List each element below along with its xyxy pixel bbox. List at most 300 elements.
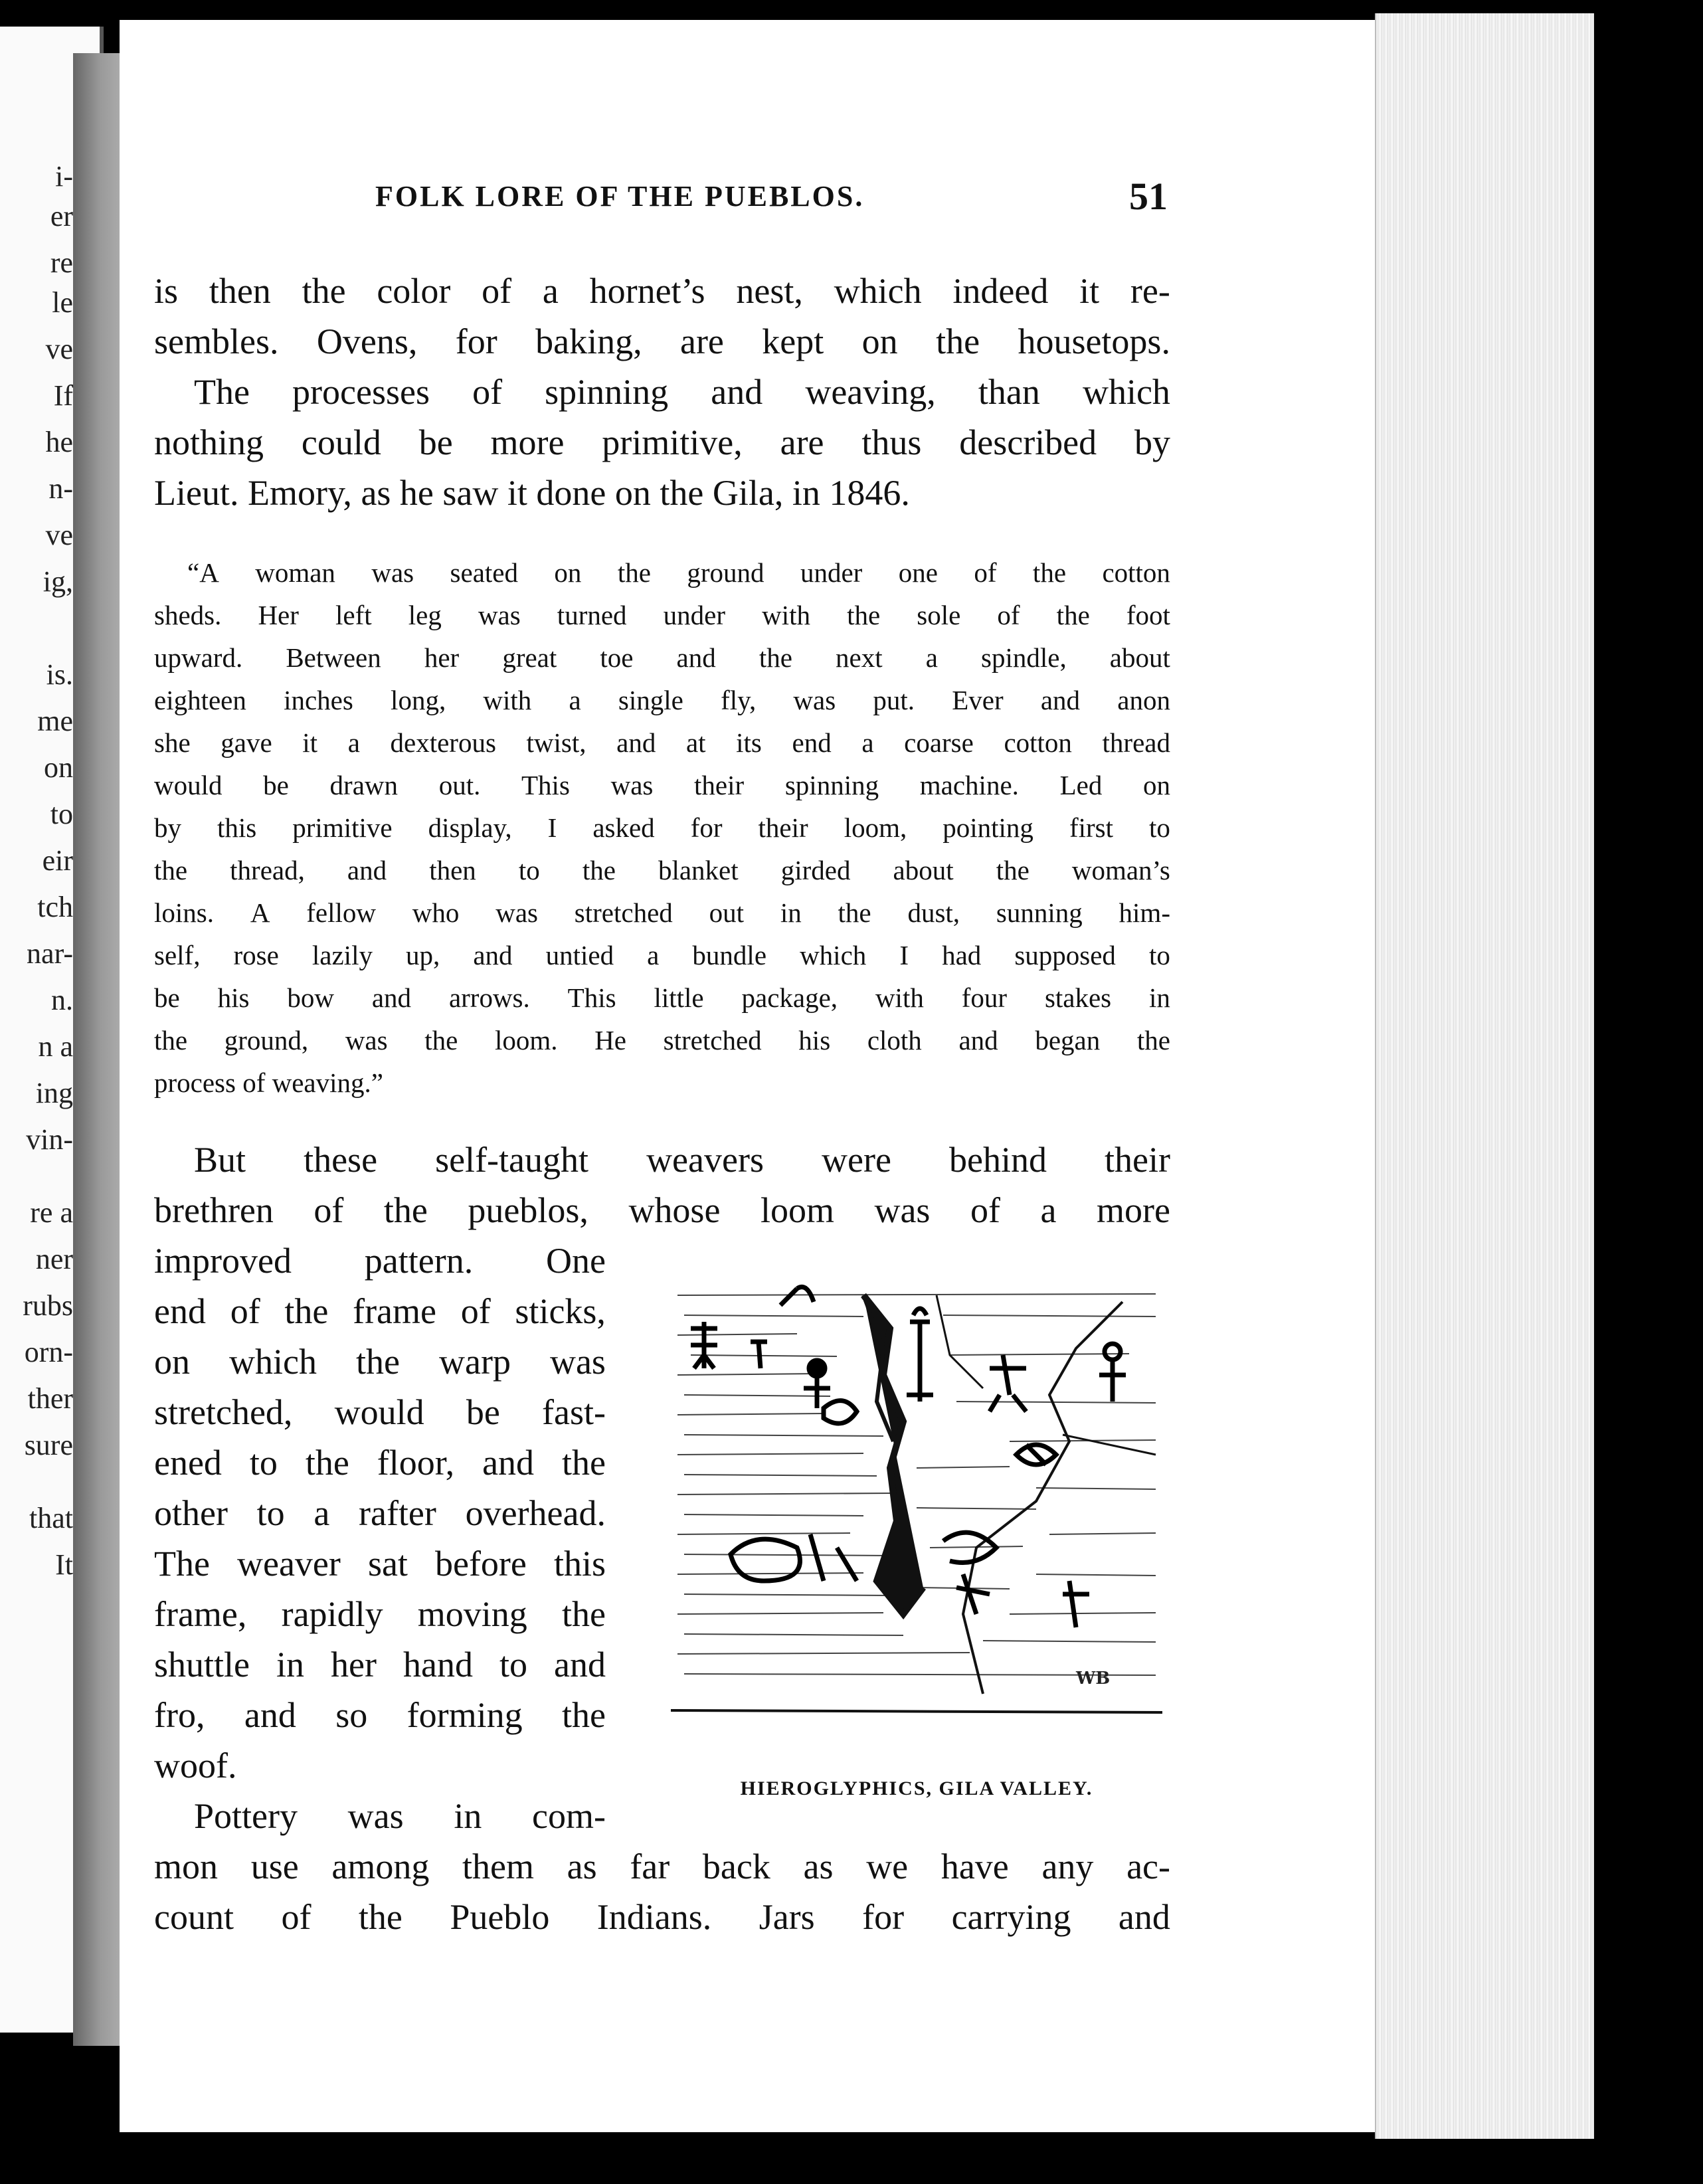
- quote-line: [154, 679, 1170, 721]
- word: The: [154, 1544, 210, 1584]
- word: this: [553, 1544, 606, 1584]
- text-line: [154, 1135, 1170, 1185]
- word: would: [154, 770, 223, 800]
- word: the: [996, 855, 1030, 885]
- word: the: [1032, 557, 1067, 588]
- word: and: [371, 982, 412, 1013]
- word: rose: [233, 940, 279, 970]
- word: her: [424, 642, 460, 673]
- word: she: [154, 727, 191, 758]
- word: great: [502, 642, 557, 673]
- word: leg: [408, 600, 442, 630]
- word: thread: [1102, 727, 1170, 758]
- word: of: [472, 372, 503, 412]
- quote-line: [154, 1061, 1170, 1104]
- word: their: [758, 812, 808, 843]
- word: 1846.: [829, 473, 910, 513]
- left-page-fragment: eir: [42, 844, 73, 877]
- word: Gila,: [712, 473, 784, 513]
- word: sunning: [996, 897, 1083, 928]
- word: I: [547, 812, 557, 843]
- word: the: [154, 855, 188, 885]
- word: it: [1079, 271, 1100, 311]
- word: indeed: [952, 271, 1049, 311]
- left-page-fragment: vin-: [26, 1123, 73, 1156]
- word: little: [654, 982, 704, 1013]
- word: the: [561, 1443, 606, 1483]
- left-page-fragment: tch: [37, 891, 73, 923]
- word: the: [284, 1291, 329, 1331]
- word: a: [314, 1493, 330, 1533]
- word: behind: [948, 1140, 1047, 1180]
- word: and: [711, 372, 763, 412]
- word: frame,: [154, 1594, 247, 1634]
- text-line: [154, 468, 1170, 518]
- word: on: [1143, 770, 1170, 800]
- left-page-fragment: that: [29, 1502, 73, 1534]
- word: bow: [287, 982, 334, 1013]
- word: improved: [154, 1241, 292, 1281]
- word: in: [1149, 982, 1170, 1013]
- word: have: [941, 1847, 1009, 1886]
- word: one: [898, 557, 938, 588]
- word: of: [460, 1291, 491, 1331]
- word: back: [702, 1847, 770, 1886]
- word: cloth: [867, 1025, 922, 1055]
- word: with: [483, 685, 532, 715]
- figure-base-line: [671, 1710, 1162, 1712]
- word: bundle: [692, 940, 767, 970]
- word: a: [347, 727, 360, 758]
- block-quote: [154, 551, 1170, 1104]
- word: ened: [154, 1443, 222, 1483]
- word: ground,: [224, 1025, 309, 1055]
- word: be: [154, 982, 180, 1013]
- word: fellow: [306, 897, 376, 928]
- word: thread,: [230, 855, 305, 885]
- word: warp: [439, 1342, 511, 1382]
- word: processes: [292, 372, 430, 412]
- word: upward.: [154, 642, 243, 673]
- word: put.: [873, 685, 915, 715]
- text-line: [154, 1690, 606, 1740]
- word: The: [194, 372, 250, 412]
- word: loom.: [494, 1025, 558, 1055]
- left-page-fragment: to: [50, 798, 73, 830]
- word: by: [154, 812, 181, 843]
- word: package,: [741, 982, 838, 1013]
- word: floor,: [377, 1443, 455, 1483]
- word: ground: [687, 557, 764, 588]
- word: the: [424, 1025, 458, 1055]
- rock-crack: [963, 1302, 1122, 1694]
- hieroglyphics-illustration: [664, 1269, 1169, 1747]
- word: single: [618, 685, 683, 715]
- word: and: [1118, 1897, 1170, 1937]
- word: woof.: [154, 1746, 237, 1785]
- word: done: [536, 473, 606, 513]
- word: the: [356, 1342, 400, 1382]
- word: the: [302, 271, 346, 311]
- word: stretched: [663, 1025, 762, 1055]
- word: a: [542, 271, 559, 311]
- word: about: [1109, 642, 1170, 673]
- word: before: [434, 1544, 527, 1584]
- word: fast-: [542, 1392, 606, 1432]
- word: to: [1149, 940, 1170, 970]
- word: girded: [780, 855, 851, 885]
- word: of: [974, 557, 997, 588]
- word: Jars: [759, 1897, 815, 1937]
- word: was: [478, 600, 521, 630]
- word: “A: [187, 557, 219, 588]
- word: him-: [1119, 897, 1170, 928]
- word: for: [690, 812, 723, 843]
- word: be: [263, 770, 289, 800]
- word: gave: [221, 727, 272, 758]
- word: Between: [286, 642, 381, 673]
- word: the: [838, 897, 871, 928]
- word: process: [154, 1067, 236, 1098]
- word: twist,: [526, 727, 586, 758]
- word: and: [676, 642, 716, 673]
- word: sembles.: [154, 321, 279, 361]
- word: housetops.: [1018, 321, 1170, 361]
- word: these: [304, 1140, 378, 1180]
- word: about: [893, 855, 954, 885]
- word: anon: [1117, 685, 1170, 715]
- word: loom: [760, 1190, 834, 1230]
- word: he: [399, 473, 434, 513]
- left-page-fragment: If: [53, 379, 73, 412]
- word: Emory,: [247, 473, 352, 513]
- word: which: [1082, 372, 1170, 412]
- word: cotton: [1102, 557, 1170, 588]
- word: was: [371, 557, 414, 588]
- word: it: [507, 473, 527, 513]
- word: primitive,: [602, 422, 743, 462]
- word: rapidly: [281, 1594, 383, 1634]
- text-line: [154, 1488, 606, 1538]
- word: of: [314, 1190, 344, 1230]
- word: so: [335, 1695, 368, 1735]
- text-line: [154, 1437, 606, 1488]
- word: dust,: [907, 897, 960, 928]
- left-page-fragment: me: [37, 705, 73, 737]
- word: stakes: [1044, 982, 1112, 1013]
- running-head: FOLK LORE OF THE PUEBLOS.: [375, 180, 865, 213]
- word: seated: [450, 557, 518, 588]
- word: spinning: [784, 770, 879, 800]
- word: the: [759, 642, 792, 673]
- word: is: [154, 271, 179, 311]
- text-line: [154, 1892, 1170, 1942]
- word: coarse: [904, 727, 974, 758]
- word: the: [617, 557, 651, 588]
- left-page-fragment: sure: [24, 1429, 73, 1461]
- background-edge: [1594, 0, 1703, 2184]
- word: began: [1035, 1025, 1101, 1055]
- word: arrows.: [448, 982, 530, 1013]
- word: could: [301, 422, 381, 462]
- word: Indians.: [596, 1897, 712, 1937]
- word: count: [154, 1897, 234, 1937]
- word: on: [554, 557, 582, 588]
- word: more: [490, 422, 565, 462]
- word: color: [377, 271, 451, 311]
- word: and: [958, 1025, 998, 1055]
- word: This: [521, 770, 570, 800]
- word: by: [1134, 422, 1170, 462]
- paragraph-1: [154, 266, 1170, 367]
- left-page-fragment: nar-: [27, 937, 73, 970]
- word: Pueblo: [450, 1897, 550, 1937]
- quote-line: [154, 1019, 1170, 1061]
- word: a: [925, 642, 938, 673]
- word: com-: [532, 1796, 606, 1836]
- word: end: [154, 1291, 206, 1331]
- word: other: [154, 1493, 228, 1533]
- word: the: [1056, 600, 1090, 630]
- word: to: [249, 1443, 278, 1483]
- text-line: [154, 1538, 606, 1589]
- text-line: [154, 1841, 1170, 1892]
- word: stretched,: [154, 1392, 293, 1432]
- word: saw: [442, 473, 499, 513]
- word: left: [335, 600, 372, 630]
- text-line: [154, 1740, 606, 1791]
- word: self-taught: [435, 1140, 589, 1180]
- word: as: [803, 1847, 834, 1886]
- word: drawn: [329, 770, 399, 800]
- word: nothing: [154, 422, 264, 462]
- word: with: [762, 600, 810, 630]
- left-page-fragment: er: [50, 200, 73, 232]
- word: any: [1041, 1847, 1094, 1886]
- word: out.: [438, 770, 481, 800]
- word: He: [594, 1025, 626, 1055]
- left-page-fragment: ther: [27, 1382, 73, 1415]
- left-page-fragment: he: [45, 426, 73, 458]
- word: baking,: [535, 321, 642, 361]
- word: which: [834, 271, 922, 311]
- word: supposed: [1014, 940, 1116, 970]
- quote-line: [154, 551, 1170, 594]
- word: to: [518, 855, 540, 885]
- page-block-edge: [1375, 13, 1595, 2139]
- word: re-: [1130, 271, 1170, 311]
- word: had: [942, 940, 982, 970]
- word: mon: [154, 1847, 219, 1886]
- word: this: [217, 812, 257, 843]
- word: in: [276, 1645, 305, 1684]
- word: was: [347, 1796, 404, 1836]
- word: was: [549, 1342, 606, 1382]
- word: on: [861, 321, 898, 361]
- word: in: [792, 473, 820, 513]
- word: a: [1040, 1190, 1057, 1230]
- word: described: [959, 422, 1097, 462]
- word: than: [978, 372, 1040, 412]
- left-page-fragment: ve: [45, 519, 73, 551]
- word: One: [546, 1241, 606, 1281]
- word: and: [616, 727, 656, 758]
- word: be: [466, 1392, 500, 1432]
- word: the: [383, 1190, 428, 1230]
- engraver-signature: WB: [1076, 1669, 1111, 1688]
- word: spinning: [545, 372, 669, 412]
- word: to: [1149, 812, 1170, 843]
- word: and: [347, 855, 387, 885]
- word: next: [836, 642, 883, 673]
- word: and: [554, 1645, 606, 1684]
- word: are: [780, 422, 824, 462]
- word: frame: [353, 1291, 436, 1331]
- paragraph-4: [154, 1841, 1170, 1942]
- word: rafter: [359, 1493, 436, 1533]
- word: the: [358, 1897, 403, 1937]
- left-page-fragment: orn-: [24, 1336, 73, 1368]
- word: and: [482, 1443, 535, 1483]
- left-page-fragment: re a: [30, 1196, 73, 1229]
- word: the: [936, 321, 980, 361]
- word: was: [495, 897, 538, 928]
- quote-line: [154, 721, 1170, 764]
- word: overhead.: [465, 1493, 606, 1533]
- quote-line: [154, 764, 1170, 806]
- quote-line: [154, 806, 1170, 849]
- quote-line: [154, 849, 1170, 891]
- word: Ovens,: [316, 321, 418, 361]
- quote-line: [154, 891, 1170, 934]
- word: with: [875, 982, 924, 1013]
- word: shuttle: [154, 1645, 250, 1684]
- quote-line: [154, 636, 1170, 679]
- word: to: [499, 1645, 528, 1684]
- word: fro,: [154, 1695, 205, 1735]
- text-line: [154, 1336, 606, 1387]
- word: was: [874, 1190, 931, 1230]
- word: of: [281, 1897, 312, 1937]
- word: lazily: [312, 940, 373, 970]
- word: pueblos,: [468, 1190, 588, 1230]
- word: cotton: [1004, 727, 1072, 758]
- word: first: [1069, 812, 1113, 843]
- left-page-fragment: n a: [38, 1030, 73, 1063]
- word: self,: [154, 940, 201, 970]
- word: the: [1136, 1025, 1170, 1055]
- word: the: [305, 1443, 349, 1483]
- paragraph-3-narrow: [154, 1235, 606, 1791]
- word: dexterous: [390, 727, 496, 758]
- left-page-fragment: is.: [46, 658, 73, 691]
- word: under: [800, 557, 863, 588]
- word: far: [630, 1847, 670, 1886]
- word: display,: [428, 812, 512, 843]
- word: out: [709, 897, 744, 928]
- word: primitive: [292, 812, 393, 843]
- word: A: [250, 897, 270, 928]
- word: use: [250, 1847, 299, 1886]
- left-page-fragment: on: [44, 751, 73, 784]
- word: them: [462, 1847, 534, 1886]
- word: weaving.”: [272, 1067, 383, 1098]
- word: foot: [1126, 600, 1170, 630]
- text-line: [154, 1235, 606, 1286]
- text-line: [154, 1639, 606, 1690]
- word: the: [660, 473, 704, 513]
- word: be: [418, 422, 453, 462]
- left-page-fragment: i-: [55, 160, 73, 193]
- word: was: [793, 685, 836, 715]
- word: which: [800, 940, 867, 970]
- quote-line: [154, 934, 1170, 976]
- word: the: [847, 600, 881, 630]
- word: its: [736, 727, 762, 758]
- word: weaving,: [805, 372, 936, 412]
- word: whose: [628, 1190, 721, 1230]
- left-page-fragment: n.: [51, 984, 73, 1016]
- text-line: [154, 1185, 1170, 1235]
- word: who: [412, 897, 460, 928]
- word: Ever: [952, 685, 1004, 715]
- word: four: [961, 982, 1008, 1013]
- word: a: [647, 940, 660, 970]
- word: Her: [258, 600, 299, 630]
- word: the: [562, 1594, 606, 1634]
- figure-caption: HIEROGLYPHICS, GILA VALLEY.: [740, 1777, 1093, 1799]
- word: inches: [284, 685, 353, 715]
- word: on: [614, 473, 651, 513]
- word: of: [970, 1190, 1000, 1230]
- word: would: [334, 1392, 424, 1432]
- word: kept: [762, 321, 824, 361]
- word: then: [429, 855, 476, 885]
- left-page-fragment: ig,: [43, 565, 73, 598]
- word: we: [866, 1847, 909, 1886]
- word: pattern.: [364, 1241, 474, 1281]
- word: was: [345, 1025, 388, 1055]
- word: it: [302, 727, 318, 758]
- word: of: [242, 1067, 266, 1098]
- word: and: [473, 940, 513, 970]
- word: sat: [367, 1544, 408, 1584]
- word: Led: [1059, 770, 1103, 800]
- text-line: [154, 417, 1170, 468]
- word: hornet’s: [589, 271, 705, 311]
- word: sticks,: [515, 1291, 606, 1331]
- left-page-fragment: ing: [35, 1077, 73, 1109]
- word: are: [679, 321, 724, 361]
- word: were: [822, 1140, 891, 1180]
- text-line: [154, 1286, 606, 1336]
- word: in: [454, 1796, 482, 1836]
- word: to: [256, 1493, 285, 1533]
- word: on: [154, 1342, 190, 1382]
- text-line: [154, 316, 1170, 367]
- hatch-lines: [677, 1294, 1156, 1675]
- word: I: [899, 940, 909, 970]
- word: and: [244, 1695, 296, 1735]
- word: untied: [545, 940, 614, 970]
- rock-crack: [1063, 1435, 1156, 1455]
- word: loom,: [844, 812, 907, 843]
- word: as: [361, 473, 391, 513]
- quote-line: [154, 976, 1170, 1019]
- word: under: [663, 600, 725, 630]
- left-page-fragment: le: [52, 286, 73, 319]
- left-page-fragment: re: [50, 246, 73, 279]
